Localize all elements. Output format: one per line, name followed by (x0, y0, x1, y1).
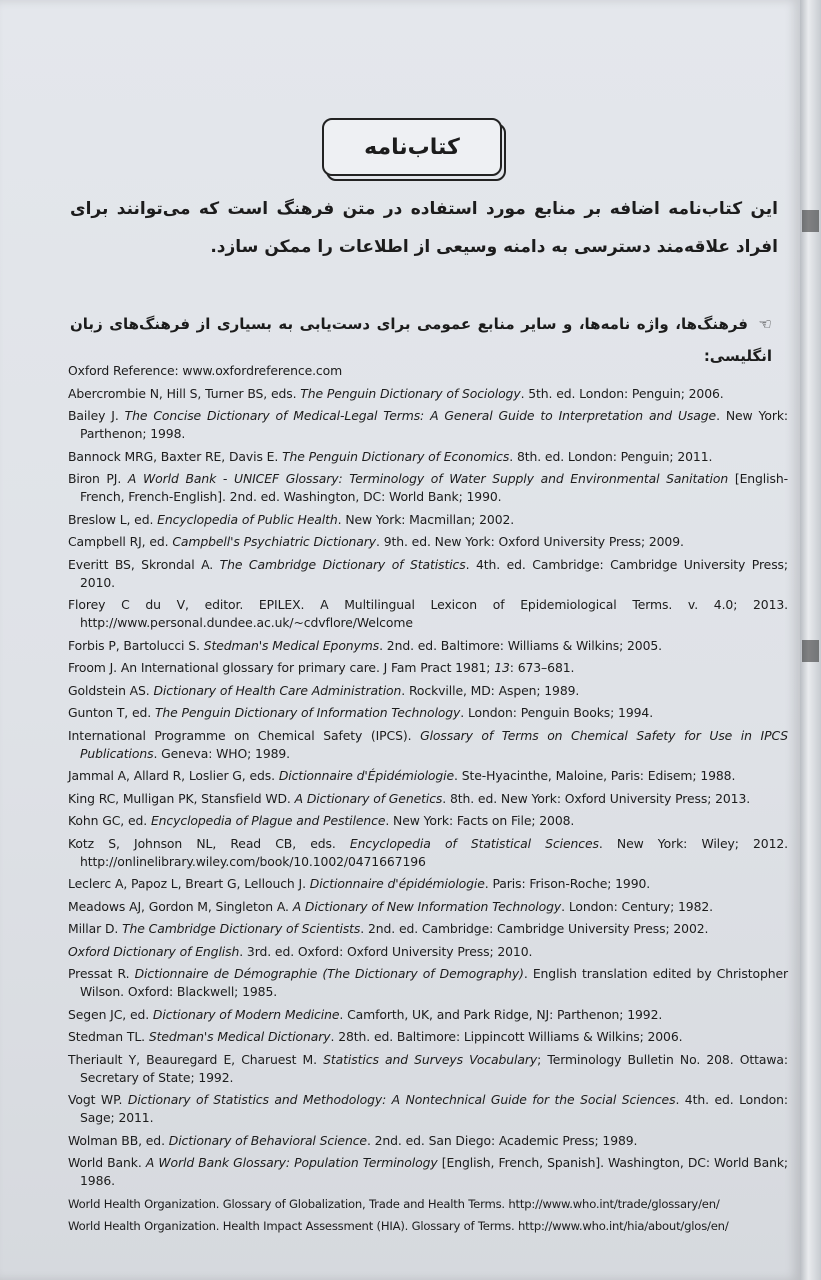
reference-details: . London: Century; 1982. (561, 898, 714, 914)
edge-tab (802, 210, 819, 232)
reference-entry (68, 448, 788, 466)
reference-authors: Wolman BB, ed. (68, 1132, 169, 1148)
reference-title: Dictionary of Modern Medicine (152, 1006, 340, 1022)
reference-entry (68, 727, 788, 763)
reference-title: The Penguin Dictionary of Economics (282, 448, 510, 464)
reference-entry (68, 965, 788, 1001)
heading-frame (322, 118, 502, 176)
reference-title: A Dictionary of Genetics (294, 790, 443, 806)
reference-entry (68, 596, 788, 632)
reference-title: A Dictionary of New Information Technology (292, 898, 562, 914)
reference-title: Dictionary of Behavioral Science (168, 1132, 367, 1148)
intro-paragraph: این کتاب‌نامه اضافه بر منابع مورد استفاده در متن فرهنگ است که می‌توانند برای افراد علاقه‌مند دسترسی به دامنه وسیعی از اطلاعات را ممکن سازد. (70, 199, 778, 257)
reference-authors: King RC, Mulligan PK, Stansfield WD. (68, 790, 295, 806)
reference-authors: Campbell RJ, ed. (68, 534, 173, 549)
reference-title: A World Bank Glossary: Population Terminology (145, 1155, 438, 1170)
reference-authors: Abercrombie N, Hill S, Turner BS, eds. (68, 385, 301, 401)
reference-details: . 2nd. ed. San Diego: Academic Press; 1989. (366, 1132, 638, 1148)
reference-authors: Theriault Y, Beauregard E, Charuest M. (68, 1051, 324, 1067)
reference-entry (68, 511, 788, 529)
reference-details: [English-French, French-English]. 2nd. ed. Washington, DC: World Bank; 1990. (80, 471, 788, 504)
reference-list (68, 362, 788, 1240)
reference-entry (68, 1132, 788, 1150)
reference-title: Dictionary of Statistics and Methodology: A Nontechnical Guide for the Social Sciences (127, 1092, 676, 1107)
pointing-hand-icon: ☜ (758, 315, 772, 333)
reference-details: . Rockville, MD: Aspen; 1989. (401, 682, 580, 698)
reference-details: . 8th. ed. London: Penguin; 2011. (509, 448, 713, 464)
reference-authors: Florey C du V, editor. EPILEX. A Multilingual Lexicon of Epidemiological Terms. v. 4.0; 2013. http://www.personal.dundee.ac.uk/~cdvflore/Welcome (68, 597, 788, 630)
reference-authors: Segen JC, ed. (68, 1006, 153, 1022)
reference-authors: Everitt BS, Skrondal A. (68, 556, 220, 572)
reference-authors: Millar D. (68, 921, 123, 936)
reference-authors: World Health Organization. Health Impact Assessment (HIA). Glossary of Terms. http://www.who.int/hia/about/glos/en/ (68, 1219, 729, 1233)
reference-authors: World Bank. (68, 1155, 146, 1170)
reference-title: Dictionnaire d'Épidémiologie (278, 768, 455, 783)
reference-details: . New York: Macmillan; 2002. (337, 511, 515, 527)
reference-entry (68, 790, 788, 808)
reference-authors: Kohn GC, ed. (68, 813, 151, 828)
reference-authors: Biron PJ. (68, 471, 128, 486)
page-title: کتاب‌نامه (364, 134, 460, 160)
reference-authors: Goldstein AS. (68, 682, 154, 698)
reference-details: . Geneva: WHO; 1989. (153, 745, 291, 761)
reference-title: Dictionnaire d'épidémiologie (309, 876, 485, 891)
reference-authors: International Programme on Chemical Safety (IPCS). (68, 727, 421, 743)
reference-authors: Pressat R. (68, 966, 135, 981)
reference-details: . 2nd. ed. Baltimore: Williams & Wilkins; 2005. (379, 637, 662, 653)
reference-title: The Concise Dictionary of Medical-Legal Terms: A General Guide to Interpretation and Usage (124, 408, 717, 423)
reference-entry (68, 898, 788, 916)
reference-authors: Stedman TL. (68, 1029, 149, 1044)
reference-details: . 28th. ed. Baltimore: Lippincott Williams & Wilkins; 2006. (330, 1029, 683, 1044)
reference-entry (68, 362, 788, 380)
reference-authors: Gunton T, ed. (68, 705, 155, 720)
reference-authors: Forbis P, Bartolucci S. (68, 637, 204, 653)
adjacent-page-edge (800, 0, 821, 1280)
reference-entry (68, 1217, 788, 1235)
reference-entry (68, 1091, 788, 1127)
reference-title: Campbell's Psychiatric Dictionary (172, 534, 377, 549)
reference-entry (68, 943, 788, 961)
reference-title: The Penguin Dictionary of Sociology (300, 385, 521, 401)
reference-details: . 3rd. ed. Oxford: Oxford University Press; 2010. (239, 943, 533, 959)
reference-title: Statistics and Surveys Vocabulary (323, 1051, 538, 1067)
reference-title: Stedman's Medical Eponyms (203, 637, 380, 653)
reference-details: . 2nd. ed. Cambridge: Cambridge University Press; 2002. (360, 921, 709, 936)
reference-authors: Vogt WP. (68, 1092, 128, 1107)
reference-entry (68, 1051, 788, 1087)
reference-entry (68, 1195, 788, 1213)
reference-title: Glossary of Terms on Chemical Safety for Use in IPCS Publications (80, 727, 788, 761)
reference-details: . New York: Wiley; 2012. http://onlinelibrary.wiley.com/book/10.1002/0471667196 (80, 835, 788, 869)
reference-authors: Oxford Reference: www.oxfordreference.com (68, 363, 343, 378)
reference-details: . London: Penguin Books; 1994. (460, 705, 654, 720)
reference-title: Encyclopedia of Statistical Sciences (349, 835, 599, 851)
reference-entry (68, 767, 788, 785)
reference-authors: Froom J. An International glossary for primary care. J Fam Pract 1981; (68, 660, 495, 675)
reference-details: : 673–681. (509, 660, 575, 675)
reference-title: Dictionnaire de Démographie (The Dictionary of Demography) (134, 966, 524, 981)
subheading-text: فرهنگ‌ها، واژه نامه‌ها، و سایر منابع عمومی برای دست‌یابی به بسیاری از فرهنگ‌های زبان انگلیسی: (70, 315, 772, 365)
reference-details: . 9th. ed. New York: Oxford University Press; 2009. (376, 534, 684, 549)
reference-details: . New York: Parthenon; 1998. (80, 408, 788, 441)
reference-entry (68, 556, 788, 592)
reference-details: . 4th. ed. London: Sage; 2011. (80, 1092, 788, 1125)
reference-title: The Cambridge Dictionary of Scientists (122, 921, 361, 936)
reference-authors: Jammal A, Allard R, Loslier G, eds. (68, 768, 279, 783)
reference-authors: Kotz S, Johnson NL, Read CB, eds. (68, 835, 350, 851)
reference-entry (68, 1154, 788, 1190)
reference-authors: Bannock MRG, Baxter RE, Davis E. (68, 448, 283, 464)
reference-entry (68, 682, 788, 700)
reference-details: ; Terminology Bulletin No. 208. Ottawa: Secretary of State; 1992. (80, 1051, 788, 1085)
reference-details: . Camforth, UK, and Park Ridge, NJ: Parthenon; 1992. (339, 1006, 663, 1022)
reference-details: . 8th. ed. New York: Oxford University Press; 2013. (442, 790, 751, 806)
reference-entry (68, 1006, 788, 1024)
reference-title: Stedman's Medical Dictionary (148, 1029, 331, 1044)
reference-entry (68, 533, 788, 551)
reference-authors: World Health Organization. Glossary of Globalization, Trade and Health Terms. http://www.who.int/trade/glossary/en/ (68, 1196, 720, 1211)
reference-entry (68, 812, 788, 830)
reference-title: Encyclopedia of Plague and Pestilence (150, 813, 386, 828)
reference-authors: Leclerc A, Papoz L, Breart G, Lellouch J. (68, 876, 310, 891)
reference-title: Encyclopedia of Public Health (157, 511, 338, 527)
reference-authors: Meadows AJ, Gordon M, Singleton A. (68, 898, 293, 914)
reference-entry (68, 407, 788, 443)
reference-details: . Paris: Frison-Roche; 1990. (484, 876, 651, 891)
reference-entry (68, 875, 788, 893)
reference-entry (68, 835, 788, 871)
reference-entry (68, 637, 788, 655)
reference-entry (68, 920, 788, 938)
reference-title: The Penguin Dictionary of Information Technology (154, 705, 461, 720)
reference-title: The Cambridge Dictionary of Statistics (219, 556, 466, 572)
edge-tab (802, 640, 819, 662)
reference-title: Dictionary of Health Care Administration (153, 682, 402, 698)
reference-entry (68, 659, 788, 677)
reference-details: . 4th. ed. Cambridge: Cambridge University Press; 2010. (80, 556, 788, 590)
reference-details: . 5th. ed. London: Penguin; 2006. (520, 385, 724, 401)
reference-details: . New York: Facts on File; 2008. (385, 813, 575, 828)
reference-entry (68, 1028, 788, 1046)
reference-authors: Breslow L, ed. (68, 511, 158, 527)
reference-details: . English translation edited by Christopher Wilson. Oxford: Blackwell; 1985. (80, 966, 788, 999)
reference-entry (68, 470, 788, 506)
reference-entry (68, 704, 788, 722)
reference-authors: Bailey J. (68, 408, 125, 423)
reference-title: A World Bank - UNICEF Glossary: Terminology of Water Supply and Environmental Sanitation (127, 471, 729, 486)
reference-details: [English, French, Spanish]. Washington, DC: World Bank; 1986. (80, 1155, 789, 1188)
reference-title: 13 (494, 660, 510, 675)
reference-entry (68, 385, 788, 403)
reference-details: . Ste-Hyacinthe, Maloine, Paris: Edisem; 1988. (454, 768, 736, 783)
reference-title: Oxford Dictionary of English (68, 943, 240, 959)
